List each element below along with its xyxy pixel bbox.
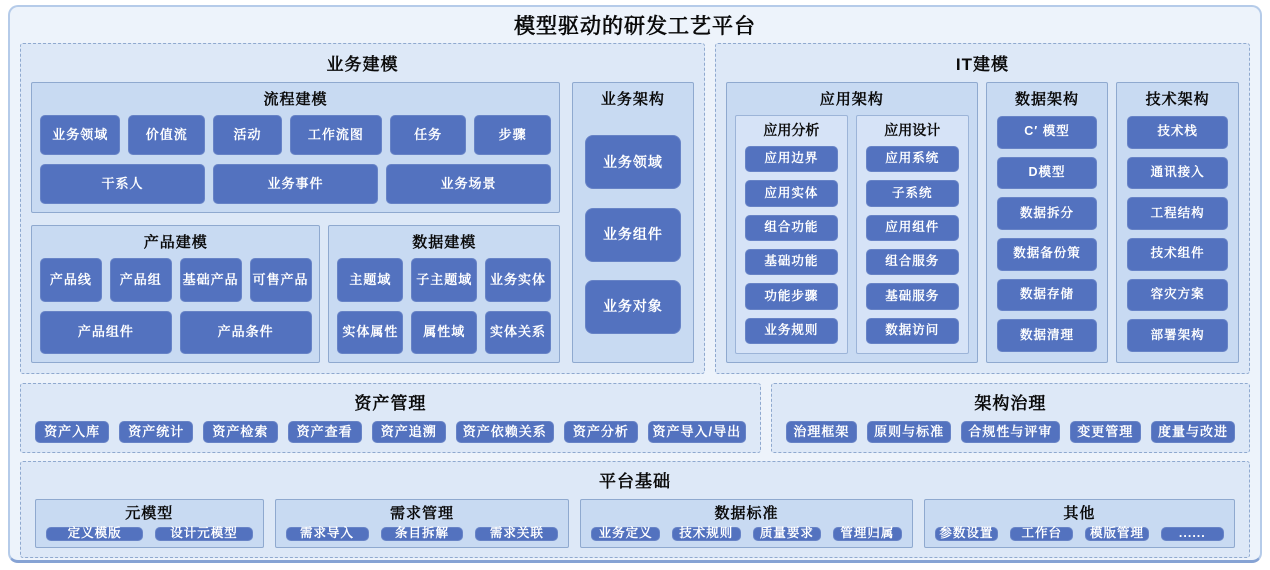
business-architecture-title: 业务架构 [600,91,665,108]
node: D模型 [997,157,1098,190]
node: 任务 [390,115,467,155]
business-lower-row [31,225,560,363]
node: 资产分析 [564,421,638,443]
architecture-governance-buttons [786,421,1235,443]
others-buttons [935,527,1224,541]
node: 通讯接入 [1127,157,1228,190]
node: 技术栈 [1127,116,1228,149]
node: 应用组件 [866,215,959,241]
node: 技术组件 [1127,238,1228,271]
node: 业务领域 [585,135,681,189]
node: 部署架构 [1127,319,1228,352]
others-box [924,499,1235,548]
top-row [20,43,1250,374]
node: 条目拆解 [381,527,464,541]
section-asset-management [20,383,761,453]
node: 设计元模型 [155,527,252,541]
node: 数据拆分 [997,197,1098,230]
business-modeling-body [31,82,694,363]
meta-model-box [35,499,264,548]
app-analysis-title: 应用分析 [763,122,820,138]
node: 资产检索 [203,421,277,443]
node: 业务领域 [40,115,120,155]
node: 业务组件 [585,208,681,262]
process-row-2 [40,164,551,204]
process-modeling-rows [40,115,551,204]
process-modeling-box [31,82,560,213]
node: 实体属性 [337,311,403,355]
app-analysis-stack [743,145,840,346]
data-row-2 [337,311,550,355]
node: 主题域 [337,258,403,302]
app-analysis-box [735,115,848,354]
platform-foundation-body [35,499,1235,548]
meta-model-buttons [46,527,253,541]
node: 实体关系 [485,311,551,355]
section-business-modeling [20,43,705,374]
node: 活动 [213,115,282,155]
data-standard-title: 数据标准 [714,505,779,522]
node: 数据存储 [997,279,1098,312]
node: 变更管理 [1070,421,1141,443]
node: 需求导入 [286,527,369,541]
data-standard-box [580,499,912,548]
node: 数据清理 [997,319,1098,352]
product-row-1 [40,258,311,302]
middle-row [20,383,1250,453]
node: 技术规则 [672,527,741,541]
data-modeling-box [328,225,559,363]
it-modeling-title: IT建模 [955,55,1010,74]
node: 产品组件 [40,311,172,355]
node: 应用系统 [866,146,959,172]
node: 子主题域 [411,258,477,302]
product-row-2 [40,311,311,355]
app-design-title: 应用设计 [884,122,941,138]
business-modeling-title: 业务建模 [326,55,399,74]
asset-management-title: 资产管理 [354,394,427,413]
node: 可售产品 [250,258,312,302]
node: 业务事件 [213,164,378,204]
node: 数据访问 [866,318,959,344]
process-modeling-title: 流程建模 [263,91,328,108]
node: 原则与标准 [867,421,951,443]
node: 治理框架 [786,421,857,443]
node: 定义模版 [46,527,143,541]
node: 属性域 [411,311,477,355]
node: 业务对象 [585,280,681,334]
node: 组合服务 [866,249,959,275]
node: 业务规则 [745,318,838,344]
section-platform-foundation [20,461,1250,558]
others-title: 其他 [1063,505,1096,522]
node: 基础功能 [745,249,838,275]
tech-architecture-title: 技术架构 [1145,91,1210,108]
node: 工作台 [1010,527,1073,541]
node: 基础产品 [180,258,242,302]
section-it-modeling [715,43,1250,374]
requirement-management-title: 需求管理 [389,505,454,522]
platform-foundation-title: 平台基础 [599,472,671,491]
app-design-box [856,115,969,354]
node: 数据备份策 [997,238,1098,271]
business-architecture-buttons [581,115,685,354]
product-modeling-rows [40,258,311,354]
tech-architecture-box [1116,82,1239,363]
node: C′ 模型 [997,116,1098,149]
requirement-management-buttons [286,527,559,541]
tech-architecture-stack [1125,115,1230,354]
app-architecture-title: 应用架构 [819,91,884,108]
data-architecture-stack [995,115,1100,354]
section-architecture-governance [771,383,1250,453]
node: 业务定义 [591,527,660,541]
node: 工作流图 [290,115,382,155]
node: 产品组 [110,258,172,302]
data-modeling-rows [337,258,550,354]
app-architecture-box [726,82,978,363]
product-modeling-title: 产品建模 [143,234,208,251]
node: 工程结构 [1127,197,1228,230]
node: 业务场景 [386,164,551,204]
node: 资产追溯 [372,421,446,443]
data-architecture-box [986,82,1109,363]
node: 容灾方案 [1127,279,1228,312]
node: 产品线 [40,258,102,302]
node: 合规性与评审 [961,421,1059,443]
node: 质量要求 [753,527,822,541]
requirement-management-box [275,499,570,548]
node: 步骤 [474,115,551,155]
node: 应用边界 [745,146,838,172]
node: 基础服务 [866,283,959,309]
data-modeling-title: 数据建模 [412,234,477,251]
business-architecture-box [572,82,694,363]
node: 资产入库 [35,421,109,443]
node: 资产查看 [288,421,362,443]
node: 价值流 [128,115,205,155]
node: 产品条件 [180,311,312,355]
asset-management-buttons [35,421,746,443]
it-modeling-body [726,82,1239,363]
node: 组合功能 [745,215,838,241]
node: 需求关联 [475,527,558,541]
product-modeling-box [31,225,320,363]
node: ...... [1161,527,1224,541]
node: 资产导入/导出 [648,421,746,443]
node: 模版管理 [1085,527,1148,541]
meta-model-title: 元模型 [125,505,174,522]
data-architecture-title: 数据架构 [1014,91,1079,108]
node: 资产统计 [119,421,193,443]
node: 参数设置 [935,527,998,541]
node: 应用实体 [745,180,838,206]
platform-container [8,5,1262,563]
node: 度量与改进 [1151,421,1235,443]
page-title: 模型驱动的研发工艺平台 [514,15,756,38]
app-architecture-split [735,115,969,354]
architecture-governance-title: 架构治理 [974,394,1047,413]
node: 子系统 [866,180,959,206]
node: 功能步骤 [745,283,838,309]
node: 资产依赖关系 [456,421,554,443]
node: 业务实体 [485,258,551,302]
node: 干系人 [40,164,205,204]
data-row-1 [337,258,550,302]
data-standard-buttons [591,527,901,541]
app-design-stack [864,145,961,346]
process-row-1 [40,115,551,155]
business-left-column [31,82,560,363]
node: 管理归属 [833,527,902,541]
